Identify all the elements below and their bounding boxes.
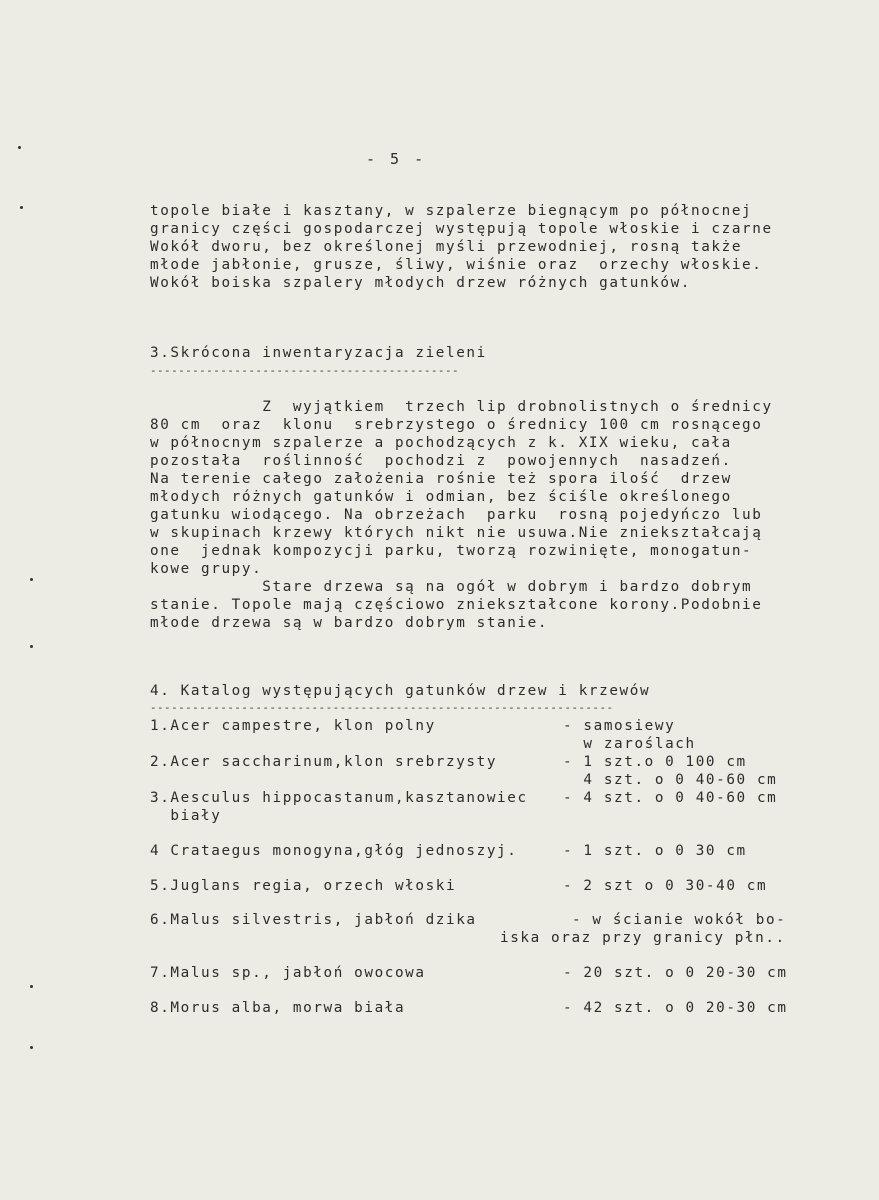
- text-line: Wokół boiska szpalery młodych drzew różnych gatunków.: [150, 275, 691, 291]
- section-3-heading: 3.Skrócona inwentaryzacja zieleni: [150, 345, 487, 361]
- text-line: pozostała roślinność pochodzi z powojennych nasadzeń.: [150, 453, 732, 469]
- scan-speck: [30, 985, 33, 988]
- species-details: w zaroślach: [563, 736, 696, 752]
- section-3-underline: --------------------------------------------: [150, 364, 459, 377]
- scan-speck: [18, 146, 21, 149]
- text-line: stanie. Topole mają częściowo zniekształcone korony.Podobnie: [150, 597, 763, 613]
- species-name: biały: [150, 808, 222, 824]
- species-name: 3.Aesculus hippocastanum,kasztanowiec: [150, 790, 528, 806]
- species-details: - 42 szt. o 0 20-30 cm: [563, 1000, 788, 1016]
- species-name: 4 Crataegus monogyna,głóg jednoszyj.: [150, 843, 518, 859]
- text-line: Wokół dworu, bez określonej myśli przewodniej, rosną także: [150, 239, 743, 255]
- text-line: topole białe i kasztany, w szpalerze biegnącym po północnej: [150, 203, 753, 219]
- species-name: 2.Acer saccharinum,klon srebrzysty: [150, 754, 498, 770]
- text-line: one jednak kompozycji parku, tworzą rozwinięte, monogatun-: [150, 543, 753, 559]
- species-details: iska oraz przy granicy płn..: [500, 930, 786, 946]
- species-details: - 1 szt.o 0 100 cm: [563, 754, 747, 770]
- text-line: Na terenie całego założenia rośnie też spora ilość drzew: [150, 471, 732, 487]
- species-details: - samosiewy: [563, 718, 676, 734]
- text-line: granicy części gospodarczej występują topole włoskie i czarne: [150, 221, 773, 237]
- species-details: 4 szt. o 0 40-60 cm: [563, 772, 778, 788]
- text-line: w północnym szpalerze a pochodzących z k. XIX wieku, cała: [150, 435, 732, 451]
- section-4-underline: ------------------------------------------------------------------: [150, 701, 614, 714]
- text-line: w skupinach krzewy których nikt nie usuwa.Nie zniekształcają: [150, 525, 763, 541]
- text-line: Z wyjątkiem trzech lip drobnolistnych o średnicy: [150, 399, 773, 415]
- scan-speck: [20, 206, 23, 209]
- text-line: młode jabłonie, grusze, śliwy, wiśnie oraz orzechy włoskie.: [150, 257, 763, 273]
- species-name: 5.Juglans regia, orzech włoski: [150, 878, 457, 894]
- species-details: - 2 szt o 0 30-40 cm: [563, 878, 768, 894]
- species-name: 7.Malus sp., jabłoń owocowa: [150, 965, 426, 981]
- scan-speck: [30, 1046, 33, 1049]
- species-details: - 20 szt. o 0 20-30 cm: [563, 965, 788, 981]
- species-details: - w ścianie wokół bo-: [572, 912, 787, 928]
- text-line: młodych różnych gatunków i odmian, bez ściśle określonego: [150, 489, 732, 505]
- text-line: 80 cm oraz klonu srebrzystego o średnicy 100 cm rosnącego: [150, 417, 763, 433]
- section-4-heading: 4. Katalog występujących gatunków drzew i krzewów: [150, 683, 651, 699]
- species-name: 6.Malus silvestris, jabłoń dzika: [150, 912, 477, 928]
- page-number: - 5 -: [366, 150, 427, 168]
- species-name: 8.Morus alba, morwa biała: [150, 1000, 406, 1016]
- text-line: gatunku wiodącego. Na obrzeżach parku rosną pojedyńczo lub: [150, 507, 763, 523]
- scan-speck: [30, 578, 33, 581]
- scan-speck: [30, 645, 33, 648]
- text-line: młode drzewa są w bardzo dobrym stanie.: [150, 615, 549, 631]
- text-line: kowe grupy.: [150, 561, 263, 577]
- species-details: - 1 szt. o 0 30 cm: [563, 843, 747, 859]
- species-details: - 4 szt. o 0 40-60 cm: [563, 790, 778, 806]
- text-line: Stare drzewa są na ogół w dobrym i bardzo dobrym: [150, 579, 753, 595]
- species-name: 1.Acer campestre, klon polny: [150, 718, 436, 734]
